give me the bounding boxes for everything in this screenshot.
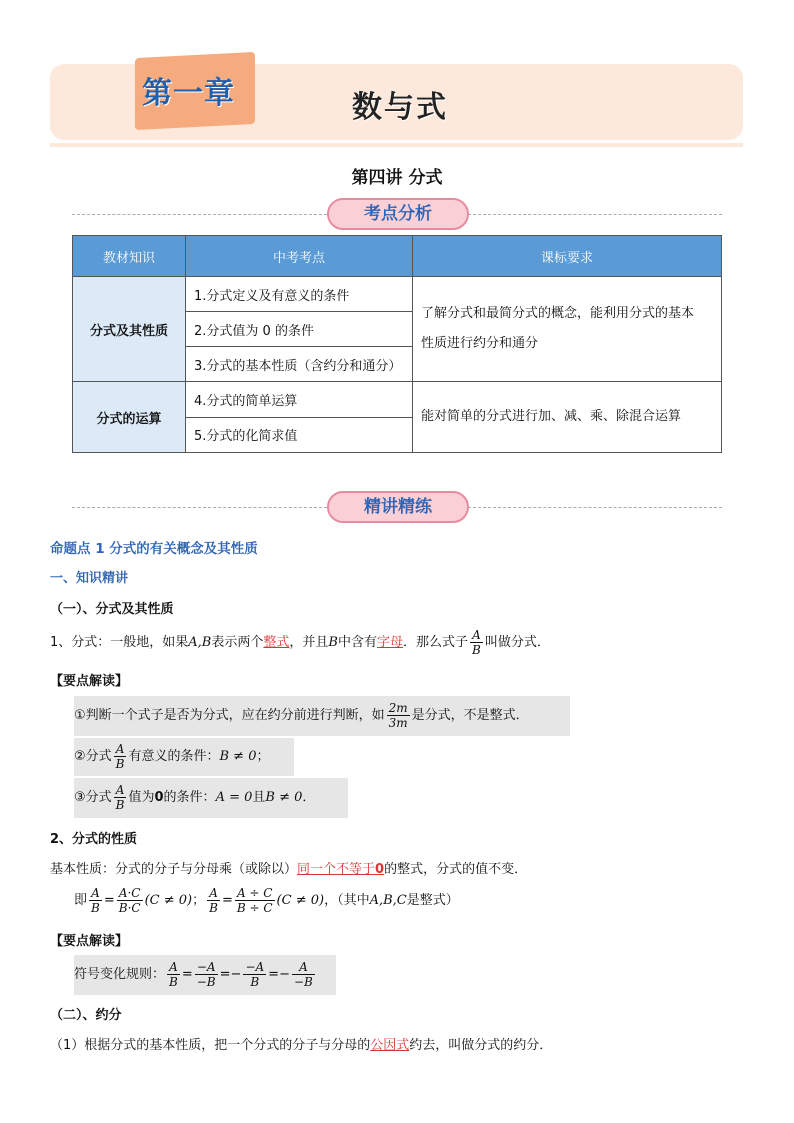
- exam-point: 1.分式定义及有意义的条件: [186, 277, 413, 312]
- text: ，（其中: [324, 893, 370, 908]
- text: 叫做分式．: [484, 635, 550, 650]
- denominator: B: [91, 901, 100, 915]
- divider-right: [468, 214, 722, 215]
- requirement: [413, 382, 722, 453]
- fraction: [117, 886, 143, 915]
- text: =: [219, 967, 231, 982]
- formula-line: [74, 882, 459, 920]
- math: (C ≠ 0): [144, 893, 193, 908]
- text: ，并且: [289, 635, 329, 650]
- text: ；: [192, 893, 206, 908]
- table-row: [73, 277, 722, 312]
- text: =: [221, 893, 233, 908]
- keyword: 整式: [263, 635, 290, 650]
- keyword: 公因式: [370, 1038, 410, 1053]
- fraction: [89, 886, 102, 915]
- section-analysis-pill: 考点分析: [327, 198, 469, 230]
- math: A = 0: [215, 790, 253, 805]
- lecture-title: 第四讲 分式: [351, 168, 443, 188]
- numerator: A: [292, 960, 315, 975]
- keypoint-label: 【要点解读】: [50, 934, 129, 949]
- math: A,B,C: [369, 893, 407, 908]
- col-header: 中考考点: [186, 236, 413, 277]
- denominator: B·C: [118, 901, 141, 915]
- text: =: [181, 967, 193, 982]
- text: −: [279, 967, 290, 982]
- text: ③分式: [74, 790, 112, 805]
- table-header-row: [73, 236, 722, 277]
- group-name: 分式及其性质: [73, 277, 186, 382]
- exam-point: 4.分式的简单运算: [186, 382, 413, 418]
- text: ②分式: [74, 749, 112, 764]
- text: 且: [252, 790, 266, 805]
- math: B ≠ 0: [219, 749, 257, 764]
- text: =: [103, 893, 115, 908]
- keypoint-3: [74, 778, 348, 818]
- text: 符号变化规则：: [74, 967, 166, 982]
- text: 约去，叫做分式的约分．: [409, 1038, 553, 1053]
- math: (C ≠ 0): [276, 893, 325, 908]
- numerator: A: [470, 628, 483, 643]
- text: 的条件：: [163, 790, 216, 805]
- denominator: B: [209, 901, 218, 915]
- chapter-title: 数与式: [352, 90, 448, 125]
- divider-left: [72, 507, 327, 508]
- fraction: [470, 628, 483, 657]
- property-line: [50, 858, 527, 877]
- fraction: [235, 886, 275, 915]
- denominator: B: [169, 975, 178, 989]
- text: （1）根据分式的基本性质，把一个分式的分子与分母的: [50, 1038, 371, 1053]
- denominator: B: [472, 643, 481, 657]
- topic-heading: 命题点 1 分式的有关概念及其性质: [50, 541, 258, 557]
- text: 的整式，分式的值不变．: [384, 862, 528, 877]
- requirement: [413, 277, 722, 382]
- keyword: [297, 862, 384, 877]
- text: 中含有: [337, 635, 377, 650]
- keyword-text: 同一个不等于: [297, 862, 376, 877]
- banner-underline: [50, 143, 743, 147]
- fraction: [292, 960, 315, 989]
- text: 有意义的条件：: [128, 749, 220, 764]
- keypoint-2: [74, 738, 294, 776]
- numerator: A ÷ C: [235, 886, 275, 901]
- denominator: B: [250, 975, 260, 989]
- requirement-line: 了解分式和最简分式的概念，能利用分式的基本: [421, 306, 695, 321]
- numerator: −A: [195, 960, 218, 975]
- denominator: B: [115, 798, 125, 812]
- numerator: A: [89, 886, 102, 901]
- fraction: [207, 886, 220, 915]
- text: 是分式，不是整式．: [411, 708, 529, 723]
- text: ．那么式子: [403, 635, 469, 650]
- denominator: 3m: [388, 716, 408, 730]
- keyword-zero: 0: [375, 862, 385, 877]
- fraction: [195, 960, 218, 989]
- text: 是整式）: [406, 893, 459, 908]
- denominator: B ÷ C: [236, 901, 273, 915]
- divider-right: [468, 507, 722, 508]
- group-name: 分式的运算: [73, 382, 186, 453]
- denominator: −B: [293, 975, 313, 989]
- requirement-line: 性质进行约分和通分: [421, 336, 539, 351]
- text: ①判断一个式子是否为分式，应在约分前进行判断，如: [74, 708, 385, 723]
- col-header: 课标要求: [413, 236, 722, 277]
- exam-point: 3.分式的基本性质（含约分和通分）: [186, 347, 413, 382]
- exam-points-table: [72, 235, 722, 453]
- col-header: 教材知识: [73, 236, 186, 277]
- keypoint-label: 【要点解读】: [50, 674, 129, 689]
- text: 基本性质：分式的分子与分母乘（或除以）: [50, 862, 298, 877]
- fraction: [114, 783, 127, 812]
- denominator: −B: [196, 975, 216, 989]
- sub-heading: （一）、分式及其性质: [50, 602, 174, 617]
- fraction: [387, 701, 410, 730]
- text: 表示两个: [211, 635, 264, 650]
- denominator: B: [115, 757, 125, 771]
- text: ．: [302, 790, 316, 805]
- exam-point: 2.分式值为 0 的条件: [186, 312, 413, 347]
- numerator: A: [114, 742, 127, 757]
- fraction: [243, 960, 266, 989]
- numerator: A: [207, 886, 220, 901]
- definition-line: [50, 626, 550, 660]
- text: 1、分式：一般地，如果: [50, 635, 189, 650]
- numerator: A·C: [117, 886, 143, 901]
- numerator: −A: [245, 960, 265, 974]
- text: 0: [154, 790, 164, 805]
- math: B ≠ 0: [265, 790, 303, 805]
- text: =: [268, 967, 280, 982]
- part-heading: 一、知识精讲: [50, 571, 129, 586]
- numerator: 2m: [388, 701, 408, 715]
- fraction: [167, 960, 180, 989]
- text: ；: [256, 749, 270, 764]
- fraction: [114, 742, 127, 771]
- exam-point: 5.分式的化简求值: [186, 417, 413, 453]
- table-row: [73, 382, 722, 418]
- sign-rule: [74, 955, 336, 995]
- math: B: [328, 635, 338, 650]
- chapter-label: 第一章: [142, 76, 235, 111]
- math: A,B: [188, 635, 212, 650]
- reduce-line: [50, 1034, 552, 1053]
- numerator: A: [114, 783, 127, 798]
- section-practice-pill: 精讲精练: [327, 491, 469, 523]
- text: 即: [74, 893, 88, 908]
- text: −: [230, 967, 242, 982]
- text: 值为: [128, 790, 155, 805]
- divider-left: [72, 214, 327, 215]
- property-heading: 2、分式的性质: [50, 832, 138, 847]
- keypoint-1: [74, 696, 570, 736]
- keyword: 字母: [376, 635, 403, 650]
- sub-heading: （二）、约分: [50, 1008, 122, 1023]
- numerator: A: [167, 960, 180, 975]
- requirement-line: 能对简单的分式进行加、减、乘、除混合运算: [421, 409, 682, 424]
